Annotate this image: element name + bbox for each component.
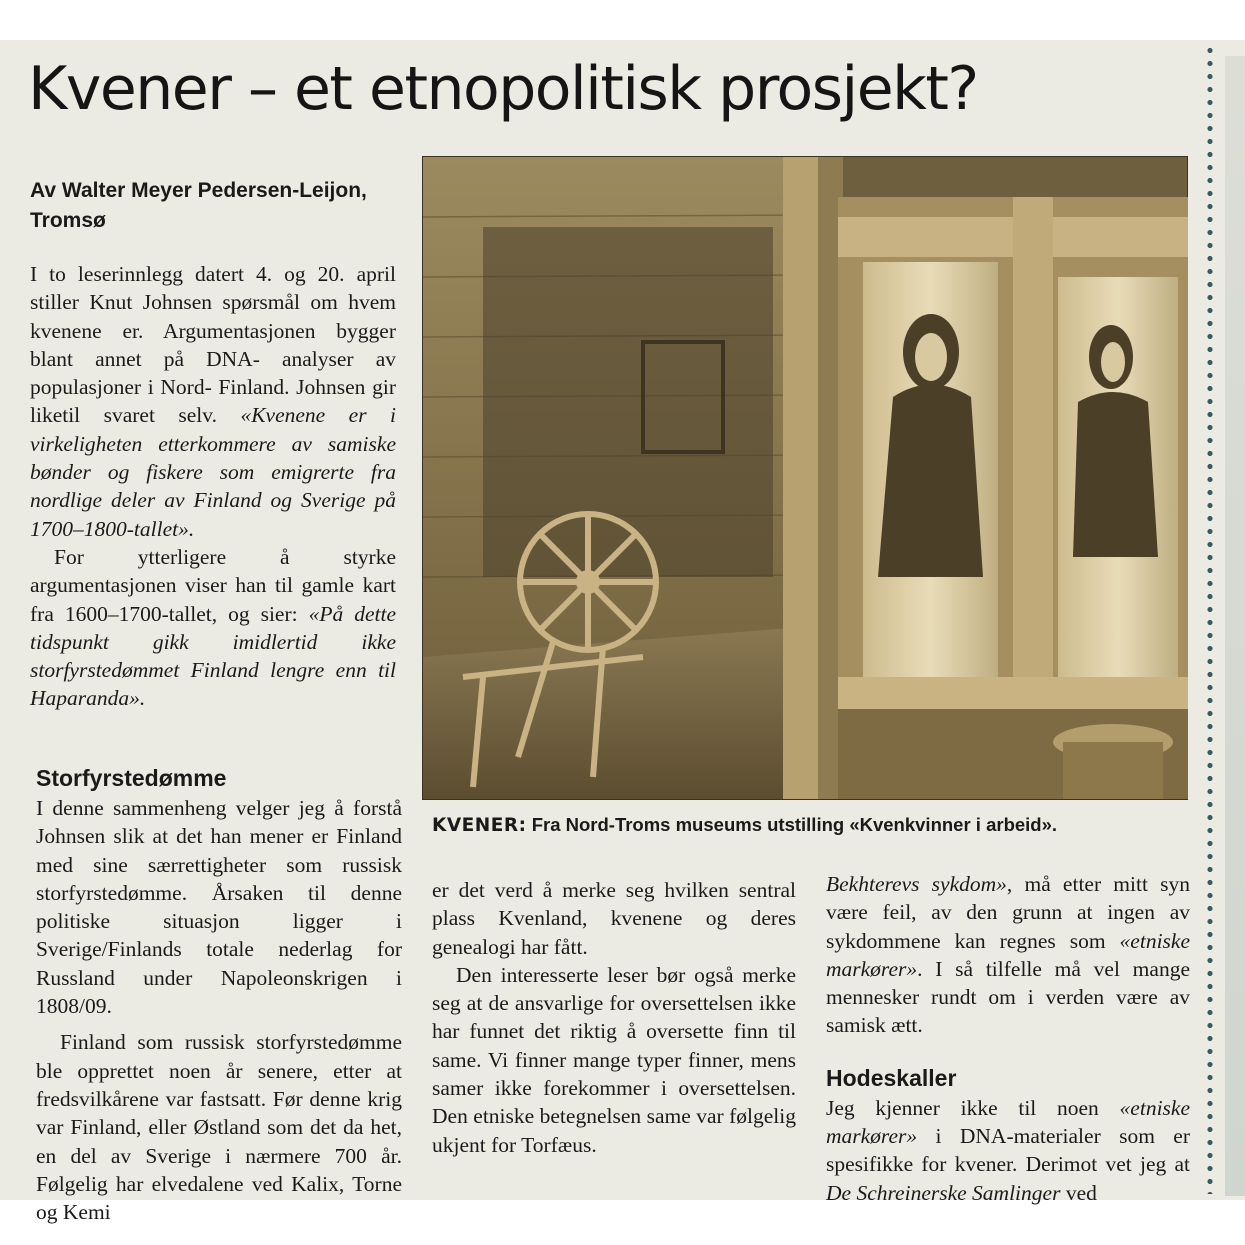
subheading-hodeskaller: Hodeskaller [826, 1064, 957, 1091]
byline-author: Av Walter Meyer Pedersen-Leijon, [30, 179, 367, 202]
quote: «På dette tidspunkt gikk imidlertid ikke storfyrstedømmet Finland lengre enn til Haparanda». [30, 601, 396, 711]
column-1-bottom [36, 762, 402, 1226]
paragraph: For ytterligere å styrke argumentasjonen viser han til gamle kart fra 1600–1700-tallet, og sier: «På dette tidspunkt gikk imidlertid ikke storfyrstedømmet Finland lengre enn til Haparanda». [30, 544, 396, 711]
newspaper-clipping [0, 40, 1245, 1225]
byline-location: Tromsø [30, 209, 106, 232]
museum-photo [422, 156, 1188, 800]
adjacent-page-edge [1225, 56, 1245, 1196]
paragraph: Finland som russisk storfyrstedømme ble opprettet noen år senere, etter at fredsvilkårene var fastsatt. Før denne krig var Finland, eller Østland som det da het, en del av Sverige i nærmere 700 år. Følgelig har elvedalene ved Kalix, Torne og Kemi [36, 1030, 402, 1225]
dotted-column-rule [1204, 44, 1216, 1194]
paragraph: Bekhterevs sykdom», må etter mitt syn være feil, av den grunn at ingen av sykdommene kan regnes som «etniske markører». I så tilfelle må vel mange mennesker rundt om i verden være av samisk ætt. [826, 872, 1190, 1038]
paragraph: Jeg kjenner ikke til noen «etniske markører» i DNA-materialer som er spesifikke for kvener. Derimot vet jeg at De Schreinerske Samlinger ved [826, 1095, 1190, 1205]
headline: Kvener – et etnopolitisk prosjekt? [28, 54, 978, 124]
paragraph: er det verd å merke seg hvilken sentral plass Kvenland, kvenene og deres genealogi har fått. [432, 878, 796, 959]
loom-crossbar [838, 677, 1188, 709]
paragraph: I to leserinnlegg datert 4. og 20. april stiller Knut Johnsen spørsmål om hvem kvenene er. Argumentasjonen bygger blant annet på DNA- analyser av populasjoner i Nord- Finland. Johnsen gir liketil svaret selv. «Kvenene er i virkeligheten etterkommere av samiske bønder og fiskere som emigrerte fra nordlige deler av Finland og Sverige på 1700–1800-tallet». [30, 262, 396, 541]
column-1-top [30, 260, 396, 713]
caption-text: Fra Nord-Troms museums utstilling «Kvenkvinner i arbeid». [531, 814, 1058, 835]
byline [30, 176, 410, 236]
caption-kicker: KVENER: [432, 815, 527, 836]
quote: «Kvenene er i virkeligheten etterkommere av samiske bønder og fiskere som emigrerte fra nordlige deler av Finland og Sverige på 1700–1800-tallet». [30, 403, 396, 541]
paragraph: Den interesserte leser bør også merke seg at de ansvarlige for oversettelsen ikke har funnet det riktig å oversette finn til same. Vi finner mange typer finner, mens samer ikke forekommer i oversettelsen. Den etniske betegnelsen same var følgelig ukjent for Torfæus. [432, 962, 796, 1157]
stool-base [1063, 742, 1163, 799]
subheading-storfyrstedomme: Storfyrstedømme [36, 765, 227, 791]
paragraph: I denne sammenheng velger jeg å forstå Johnsen slik at det han mener er Finland med sine særrettigheter som russisk storfyrstedømme. Årsaken til denne politiske situasjon ligger i Sverige/Finlands totale nederlag for Russland under Napoleonskrigen i 1808/09. [36, 796, 402, 1019]
column-2 [432, 876, 796, 1159]
column-3 [826, 870, 1190, 1207]
photo-caption [432, 814, 1192, 836]
